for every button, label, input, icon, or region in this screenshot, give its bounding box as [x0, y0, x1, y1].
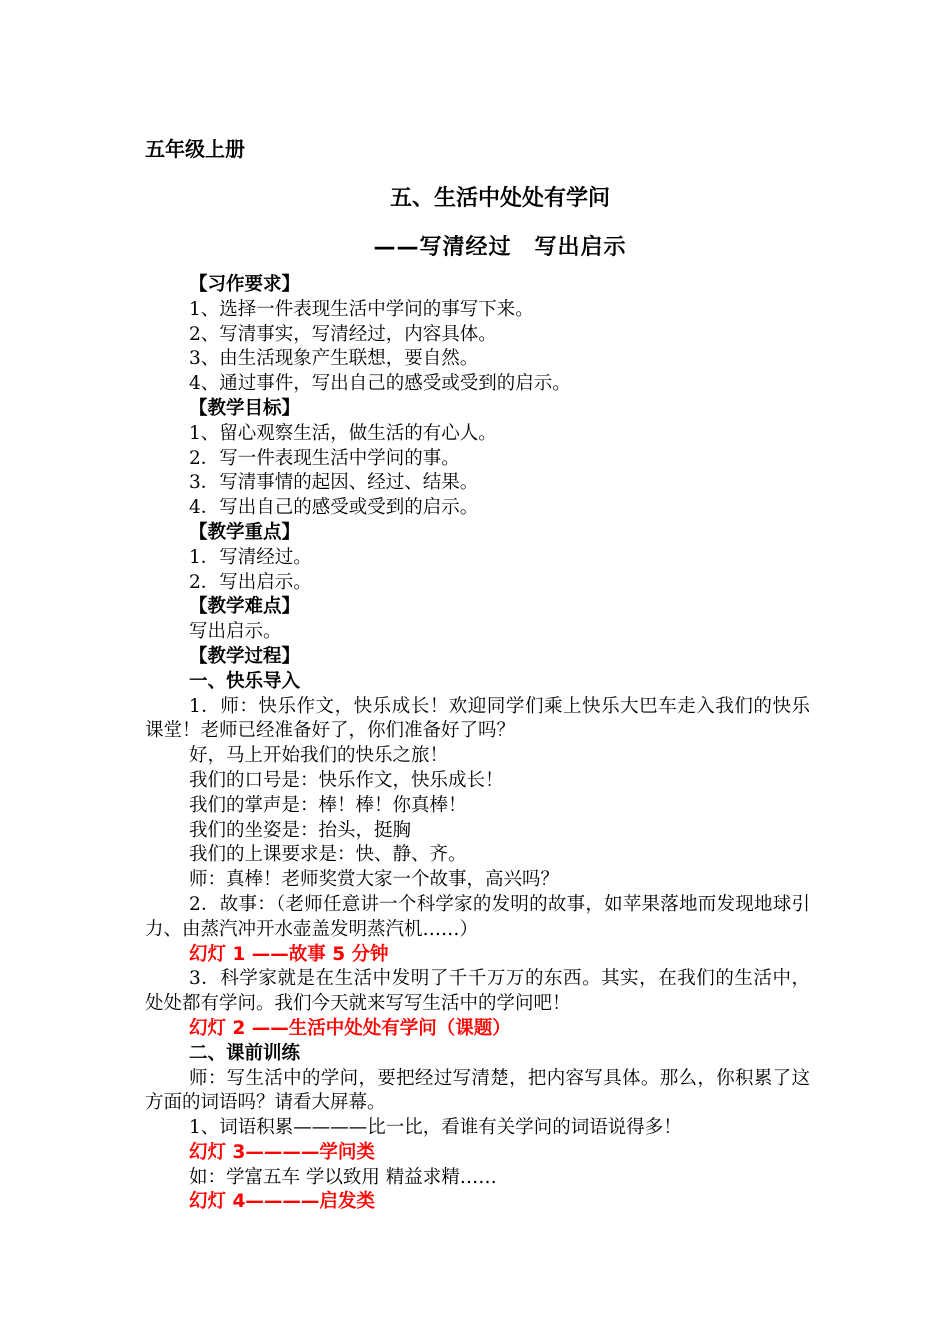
- section-2-paragraph-1: 师：写生活中的学问，要把经过写清楚，把内容写具体。那么，你积累了这方面的词语吗？请看大屏幕。: [145, 1067, 810, 1114]
- goal-item: 2．写一件表现生活中学问的事。: [189, 447, 460, 469]
- goals-heading: 【教学目标】: [189, 397, 301, 419]
- slide-note-1: 幻灯 1 ——故事 5 分钟: [189, 943, 389, 965]
- section-1-line: 我们的坐姿是：抬头，挺胸: [189, 819, 412, 841]
- difficulty-item: 写出启示。: [189, 621, 282, 643]
- requirement-item: 2、写清事实，写清经过，内容具体。: [189, 323, 497, 345]
- requirement-item: 4、通过事件，写出自己的感受或受到的启示。: [189, 373, 571, 395]
- section-1-paragraph-2: 2．故事：（老师任意讲一个科学家的发明的故事，如苹果落地而发现地球引力、由蒸汽冲开水壶盖发明蒸汽机……）: [145, 893, 810, 940]
- process-heading: 【教学过程】: [189, 645, 301, 667]
- page-title: 五、生活中处处有学问: [389, 186, 610, 211]
- requirements-heading: 【习作要求】: [189, 274, 301, 295]
- section-1-paragraph-1: 1．师：快乐作文，快乐成长！欢迎同学们乘上快乐大巴车走入我们的快乐课堂！老师已经准备好了，你们准备好了吗？: [145, 695, 810, 742]
- requirement-item: 3、由生活现象产生联想，要自然。: [189, 348, 479, 370]
- goal-item: 3．写清事情的起因、经过、结果。: [189, 472, 479, 494]
- section-1-line: 我们的口号是：快乐作文，快乐成长！: [189, 769, 504, 791]
- section-1-paragraph-3: 3．科学家就是在生活中发明了千千万万的东西。其实，在我们的生活中，处处都有学问。我们今天就来写写生活中的学问吧！: [145, 968, 810, 1015]
- section-2-heading: 二、课前训练: [189, 1042, 301, 1064]
- section-2-line: 1、词语积累————比一比，看谁有关学问的词语说得多！: [189, 1117, 682, 1139]
- grade-label: 五年级上册: [145, 137, 245, 161]
- section-1-line: 好，马上开始我们的快乐之旅！: [189, 745, 449, 767]
- slide-note-4: 幻灯 4————启发类: [189, 1191, 375, 1213]
- key-point-item: 2．写出启示。: [189, 571, 312, 593]
- slide-note-2: 幻灯 2 ——生活中处处有学问（课题）: [189, 1017, 511, 1039]
- section-1-line: 我们的掌声是：棒！棒！你真棒！: [189, 794, 467, 816]
- key-point-item: 1．写清经过。: [189, 546, 312, 568]
- section-1-line: 我们的上课要求是：快、静、齐。: [189, 844, 467, 866]
- page-subtitle: ——写清经过 写出启示: [373, 235, 627, 260]
- requirement-item: 1、选择一件表现生活中学问的事写下来。: [189, 298, 534, 320]
- difficulties-heading: 【教学难点】: [189, 596, 301, 618]
- key-points-heading: 【教学重点】: [189, 521, 301, 543]
- section-2-examples: 如：学富五车 学以致用 精益求精……: [189, 1166, 497, 1188]
- goal-item: 1、留心观察生活，做生活的有心人。: [189, 422, 497, 444]
- section-1-line: 师：真棒！老师奖赏大家一个故事，高兴吗？: [189, 869, 560, 891]
- slide-note-3: 幻灯 3————学问类: [189, 1141, 375, 1163]
- goal-item: 4．写出自己的感受或受到的启示。: [189, 497, 479, 519]
- section-1-heading: 一、快乐导入: [189, 670, 301, 692]
- document-body: [145, 273, 810, 1215]
